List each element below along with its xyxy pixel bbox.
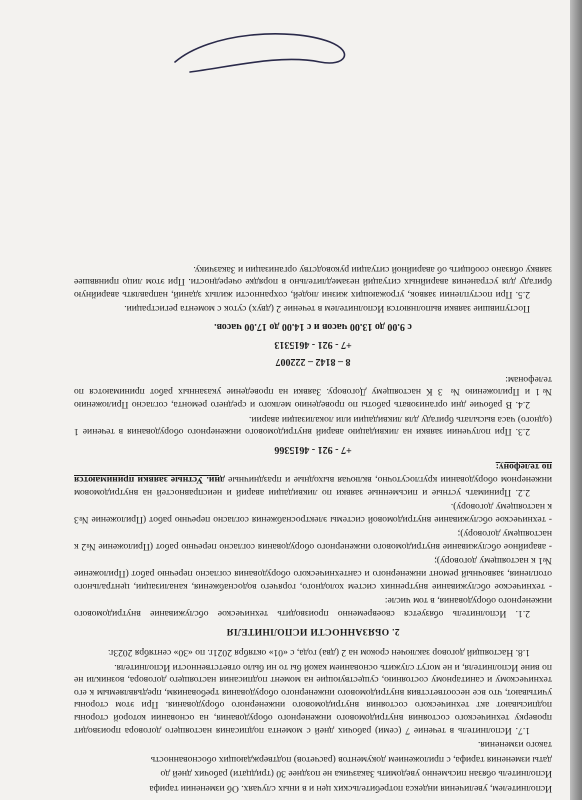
clause-2-2 [74, 460, 552, 498]
page-edge-shadow [570, 0, 582, 800]
clause-1-8: 1.8. Настоящий договор заключен сроком на 2 (два) года, с «01» октября 2021г. по «30» сентября 2023г. [108, 647, 530, 659]
clause-1-7: 1.7. Исполнитель в течение 7 (семи) рабочих дней с момента подписания настоящего договора производит проверку технического состояния внутридомового инженерного оборудования, на основании которой стороны подписывают акт технического состояния внутридомового инженерного оборудования. При этом стороны учитывают, что все несоответствия внутридомового инженерного оборудования требованиям, предъявляемым к его техническому и санитарному состоянию, существующие на момент подписания настоящего договора, возникли не по вине Исполнителя, и не могут служить основанием какой бы то ни было ответственности Исполнителя. [74, 661, 552, 736]
phone-number: +7 - 921 - 4615313 [274, 338, 352, 350]
clause-2-2-text: 2.2. Принимать устные и письменные заявки по ликвидации аварий и неисправностей на внутридомовом инженерном оборудовании круглосуточно, включая выходные и праздничные [74, 473, 552, 498]
phone-number: 8 – 8142 – 222007 [275, 356, 351, 368]
clause-2-2-underlined: дни. Устные заявки принимаются по телефону: [74, 461, 552, 485]
intro-line: Исполнителем, увеличения индекса потребительских цен и в иных случаях. Об изменении тарифа [149, 783, 552, 794]
intro-line: такого изменения. [477, 739, 552, 751]
section-title: 2. ОБЯЗАННОСТИ ИСПОЛНИТЕЛЯ [226, 626, 400, 638]
intro-line: Исполнитель обязан письменно уведомить Заказчика не позднее 30 (тридцати) рабочих дней до [160, 768, 552, 780]
registration-note: Поступившие заявки выполняются Исполнителем в течение 2 (двух) суток с момента регистрации. [124, 303, 530, 315]
document-body [74, 260, 552, 794]
pen-scribble [170, 22, 370, 82]
intro-line: даты изменения тарифа, с приложением документов (расчетов) подтверждающих обоснованность [150, 753, 552, 765]
bullet-item: - аварийное обслуживание внутридомового инженерного оборудования согласно перечню работ (Приложение №2 к настоящему договору); [74, 528, 552, 552]
bullet-item: - техническое обслуживание внутренних систем холодного, горячего водоснабжения, канализации, центрального отопления, заявочный ремонт инженерного и сантехнического оборудования согласно перечню работ (Приложение №1 к настоящему договору); [74, 555, 552, 592]
clause-2-4: 2.4. В рабочие дни организовать работы по проведению мелкого и среднего ремонта, согласно Приложению №1 и Приложению № 3 К настоящему Договору. Заявки на проведение указанных работ принимаются по телефонам: [74, 373, 552, 410]
working-hours: с 9.00 до 13.00 часов и с 14.00 до 17.00 часов. [214, 321, 412, 332]
phone-number: +7 - 921 - 4615366 [274, 443, 352, 455]
clause-2-3: 2.3. При получении заявки на ликвидацию аварий внутридомового инженерного оборудования в течение 1 (одного) часа высылать бригаду для ликвидации или локализации аварии. [74, 413, 552, 438]
clause-2-1: 2.1. Исполнитель обязуется своевременно производить техническое обслуживание внутридомового инженерного оборудования, в том числе: [74, 595, 552, 619]
bullet-item: - техническое обслуживание внутридомовой системы электроснабжения согласно перечню работ (Приложение №3 к настоящему договору). [74, 501, 552, 525]
clause-2-5: 2.5. При поступлении заявок, угрожающих жизни людей, сохранности жилых зданий, направлять аварийную бригаду для устранения аварийных ситуаций незамедлительно в порядке очередности. При этом лицо принявшее заявку обязано сообщить об аварийной ситуации руководству организации и Заказчику. [74, 263, 552, 300]
